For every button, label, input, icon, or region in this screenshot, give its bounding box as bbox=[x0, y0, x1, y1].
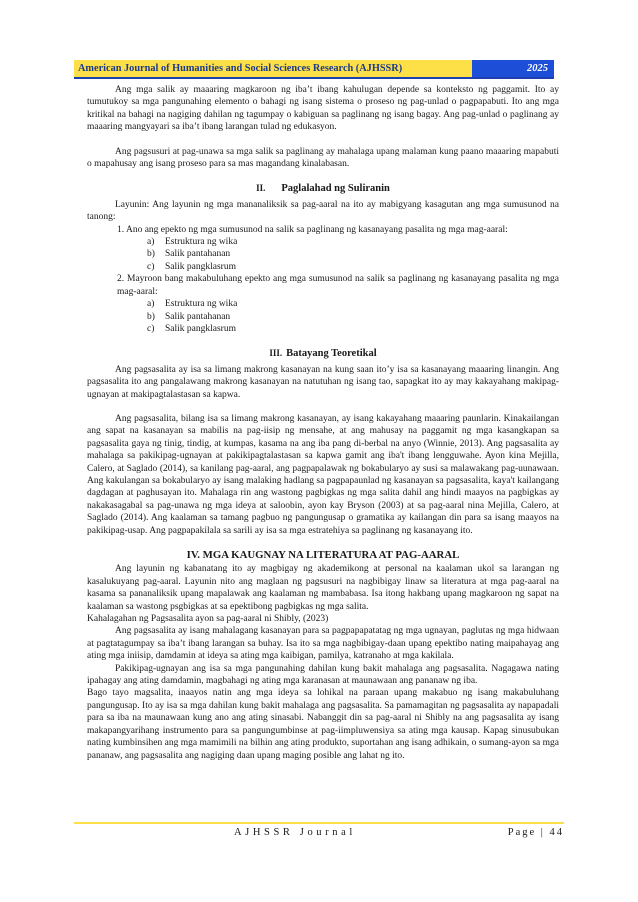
list-text: Estruktura ng wika bbox=[165, 299, 238, 310]
running-header bbox=[74, 60, 554, 79]
list-text: Salik pantahanan bbox=[165, 249, 231, 260]
list-letter: b) bbox=[147, 311, 155, 322]
list-item bbox=[87, 323, 559, 335]
section-title: Batayang Teoretikal bbox=[286, 348, 377, 360]
list-letter: c) bbox=[147, 261, 155, 272]
list-text: Salik pangklasrum bbox=[165, 323, 236, 334]
body-paragraph: Bago tayo magsalita, inaayos natin ang mga ideya sa lohikal na paraan upang makabuo ng isang makabuluhang pangungusap. Ito ay isa sa mga dahilan kung bakit mahalaga ang pagsasalita. Sa pamamagitan ng pagsasalita ay napapadali para sa iba na maunawaan kung ano ang ating sinasabi. Nabanggit din sa pag-aaral ni Shibly na ang pagsasalita ay isang makapangyarihang instrumento para sa pangungumbinse at pag-iimpluwensiya sa ating mga kausap. Kapag sinusubukan nating kumbinsihen ang mga mamimili na bilhin ang ating produkto, suportahan ang isang adhikain, o sumang-ayon sa mga pananaw, ang pagsasalita ang nagiging daan upang maging posible ang lahat ng ito. bbox=[87, 688, 559, 761]
journal-title: American Journal of Humanities and Social Sciences Research (AJHSSR) bbox=[78, 63, 403, 74]
list-letter: c) bbox=[147, 323, 155, 334]
research-question: 1. Ano ang epekto ng mga sumusunod na salik sa paglinang ng kasanayang pasalita ng mga mag-aaral: bbox=[117, 224, 508, 235]
list-letter: a) bbox=[147, 237, 155, 248]
list-item bbox=[87, 311, 559, 323]
body-paragraph: Ang layunin ng kabanatang ito ay magbigay ng akademikong at personal na kaalaman ukol sa larangan ng kasalukuyang pag-aaral. Layunin nito ang maglaan ng pagsusuri na nagbibigay linaw sa literatura at mga pag-aaral na kasama sa pananaliksik upang mapalawak ang kaalaman ng mambabasa. Isa itong hakbang upang magkaroon ng sapat na kaalaman sa wastong psgbigkas at sa epektibong pagbigkas ng mga salita. bbox=[87, 564, 559, 612]
list-item bbox=[87, 261, 559, 273]
subsection-heading: Kahalagahan ng Pagsasalita ayon sa pag-aaral ni Shibly, (2023) bbox=[87, 614, 329, 625]
list-letter: b) bbox=[147, 249, 155, 260]
section-number: III. bbox=[269, 348, 283, 359]
list-item bbox=[87, 236, 559, 248]
research-question: 2. Mayroon bang makabuluhang epekto ang mga sumusunod na salik sa paglinang ng kasanayang pasalita ng mga mag-aaral: bbox=[117, 274, 559, 297]
body-paragraph: Ang pagsasalita ay isang mahalagang kasanayan para sa pagpapapatatag ng mga ugnayan, paglutas ng mga hidwaan at pagtatagumpay sa iba’t ibang larangan sa buhay. Isa ito sa mga nagbibigay-daan upang epektibo nating maipahayag ang ating mga iniisip, damdamin at ideya sa ating mga kaibigan, pamilya, katranaho at mga kakilala. bbox=[87, 626, 559, 662]
section-heading: IV. MGA KAUGNAY NA LITERATURA AT PAG-AARAL bbox=[186, 549, 460, 561]
body-paragraph: Ang pagsasalita, bilang isa sa limang makrong kasanayan, ay isang kakayahang maaaring paunlarin. Kinakailangan ang sapat na kasanayan sa mabilis na pag-iisip ng mensahe, at ang mahusay na paggamit ng mga kasangkapan sa pagsasalita gaya ng tinig, tindig, at kumpas, kasama na ang iba pang di-berbal na anyo (Winnie, 2013). Ang pagsasalita ay mahalaga sa pakikipag-ugnayan at pakikipagtalastasan sa kapwa gamit ang iba't ibang lengguwahe. Ayon kina Mejilla, Calero, at Saglado (2014), sa kanilang pag-aaral, ang pagpapalawak ng bokabularyo ay susi sa malawakang pag-uunawaan. Ang kakulangan sa bokabularyo ay isang malaking hadlang sa pagpapaunlad ng kasanayan sa pagsasalita, kaya't kailangang dagdagan at paghusayan ito. Mahalaga rin ang wastong pagbigkas ng mga salita dahil ang hindi maayos na pagbigkas ay nakakasagabal sa pag-unawa ng mga ideya at saloobin, ayon kay Bryson (2003) at sa pag-aaral nina Mejilla, Calero, at Saglado (2014). Ang kaalaman sa tamang pagbuo ng pangungusap o gramatika ay kailangan din para sa isang maayos na pakikipag-usap. Ang pagpapakilala sa sarili ay isa sa mga estratehiya sa paglinang ng kasanayang ito. bbox=[87, 413, 559, 536]
page-number: Page | 44 bbox=[507, 827, 564, 838]
body-paragraph: Layunin: Ang layunin ng mga mananaliksik sa pag-aaral na ito ay mabigyang kasagutan ang mga sumusunod na tanong: bbox=[87, 199, 559, 223]
section-number: II. bbox=[256, 183, 266, 194]
article-body bbox=[87, 84, 559, 762]
header-year: 2025 bbox=[472, 60, 554, 77]
section-heading bbox=[87, 347, 559, 360]
section-heading bbox=[87, 182, 559, 195]
list-text: Salik pangklasrum bbox=[165, 261, 236, 272]
body-paragraph: Ang pagsasalita ay isa sa limang makrong kasanayan na kung saan ito’y isa sa kasanayang maaaring linangin. Ang pagsasalita ito ang pangalawang makrong kasanayan na natutuhan ng isang tao, sapagkat ito ay may kakayahang makipag-ugnayan at makipagtalastasan sa kapwa. bbox=[87, 364, 559, 400]
body-paragraph: Ang mga salik ay maaaring magkaroon ng iba’t ibang kahulugan depende sa konteksto ng paggamit. Ito ay tumutukoy sa mga pangunahing elemento o bahagi ng isang sistema o proseso ng pag-unlad o pagpapabuti. Ito ang mga kritikal na bahagi na nagiging dahilan ng tagumpay o kabiguan sa paglinang ng isang bagay. Ang pag-unlad o paglinang ay maaaring mangyayari sa iba’t ibang larangan tulad ng edukasyon. bbox=[87, 85, 559, 133]
list-item bbox=[87, 298, 559, 310]
list-text: Salik pantahanan bbox=[165, 311, 231, 322]
footer-journal: AJHSSR Journal bbox=[234, 827, 356, 838]
section-title: Paglalahad ng Suliranin bbox=[281, 183, 390, 195]
footer-rule bbox=[74, 822, 564, 824]
list-item bbox=[87, 248, 559, 260]
body-paragraph: Ang pagsusuri at pag-unawa sa mga salik sa paglinang ay mahalaga upang malaman kung paano maaaring mapabuti o mapahusay ang isang proseso para sa mas magandang kinalabasan. bbox=[87, 146, 559, 170]
list-letter: a) bbox=[147, 299, 155, 310]
body-paragraph: Pakikipag-ugnayan ang isa sa mga pangunahing dahilan kung bakit mahalaga ang pagsasalita. Nagagawa nating ipahagay ang ating damdamin, magbahagi ng ating mga karanasan at maunawaan ang pananaw ng iba. bbox=[87, 663, 559, 687]
list-text: Estruktura ng wika bbox=[165, 237, 238, 248]
